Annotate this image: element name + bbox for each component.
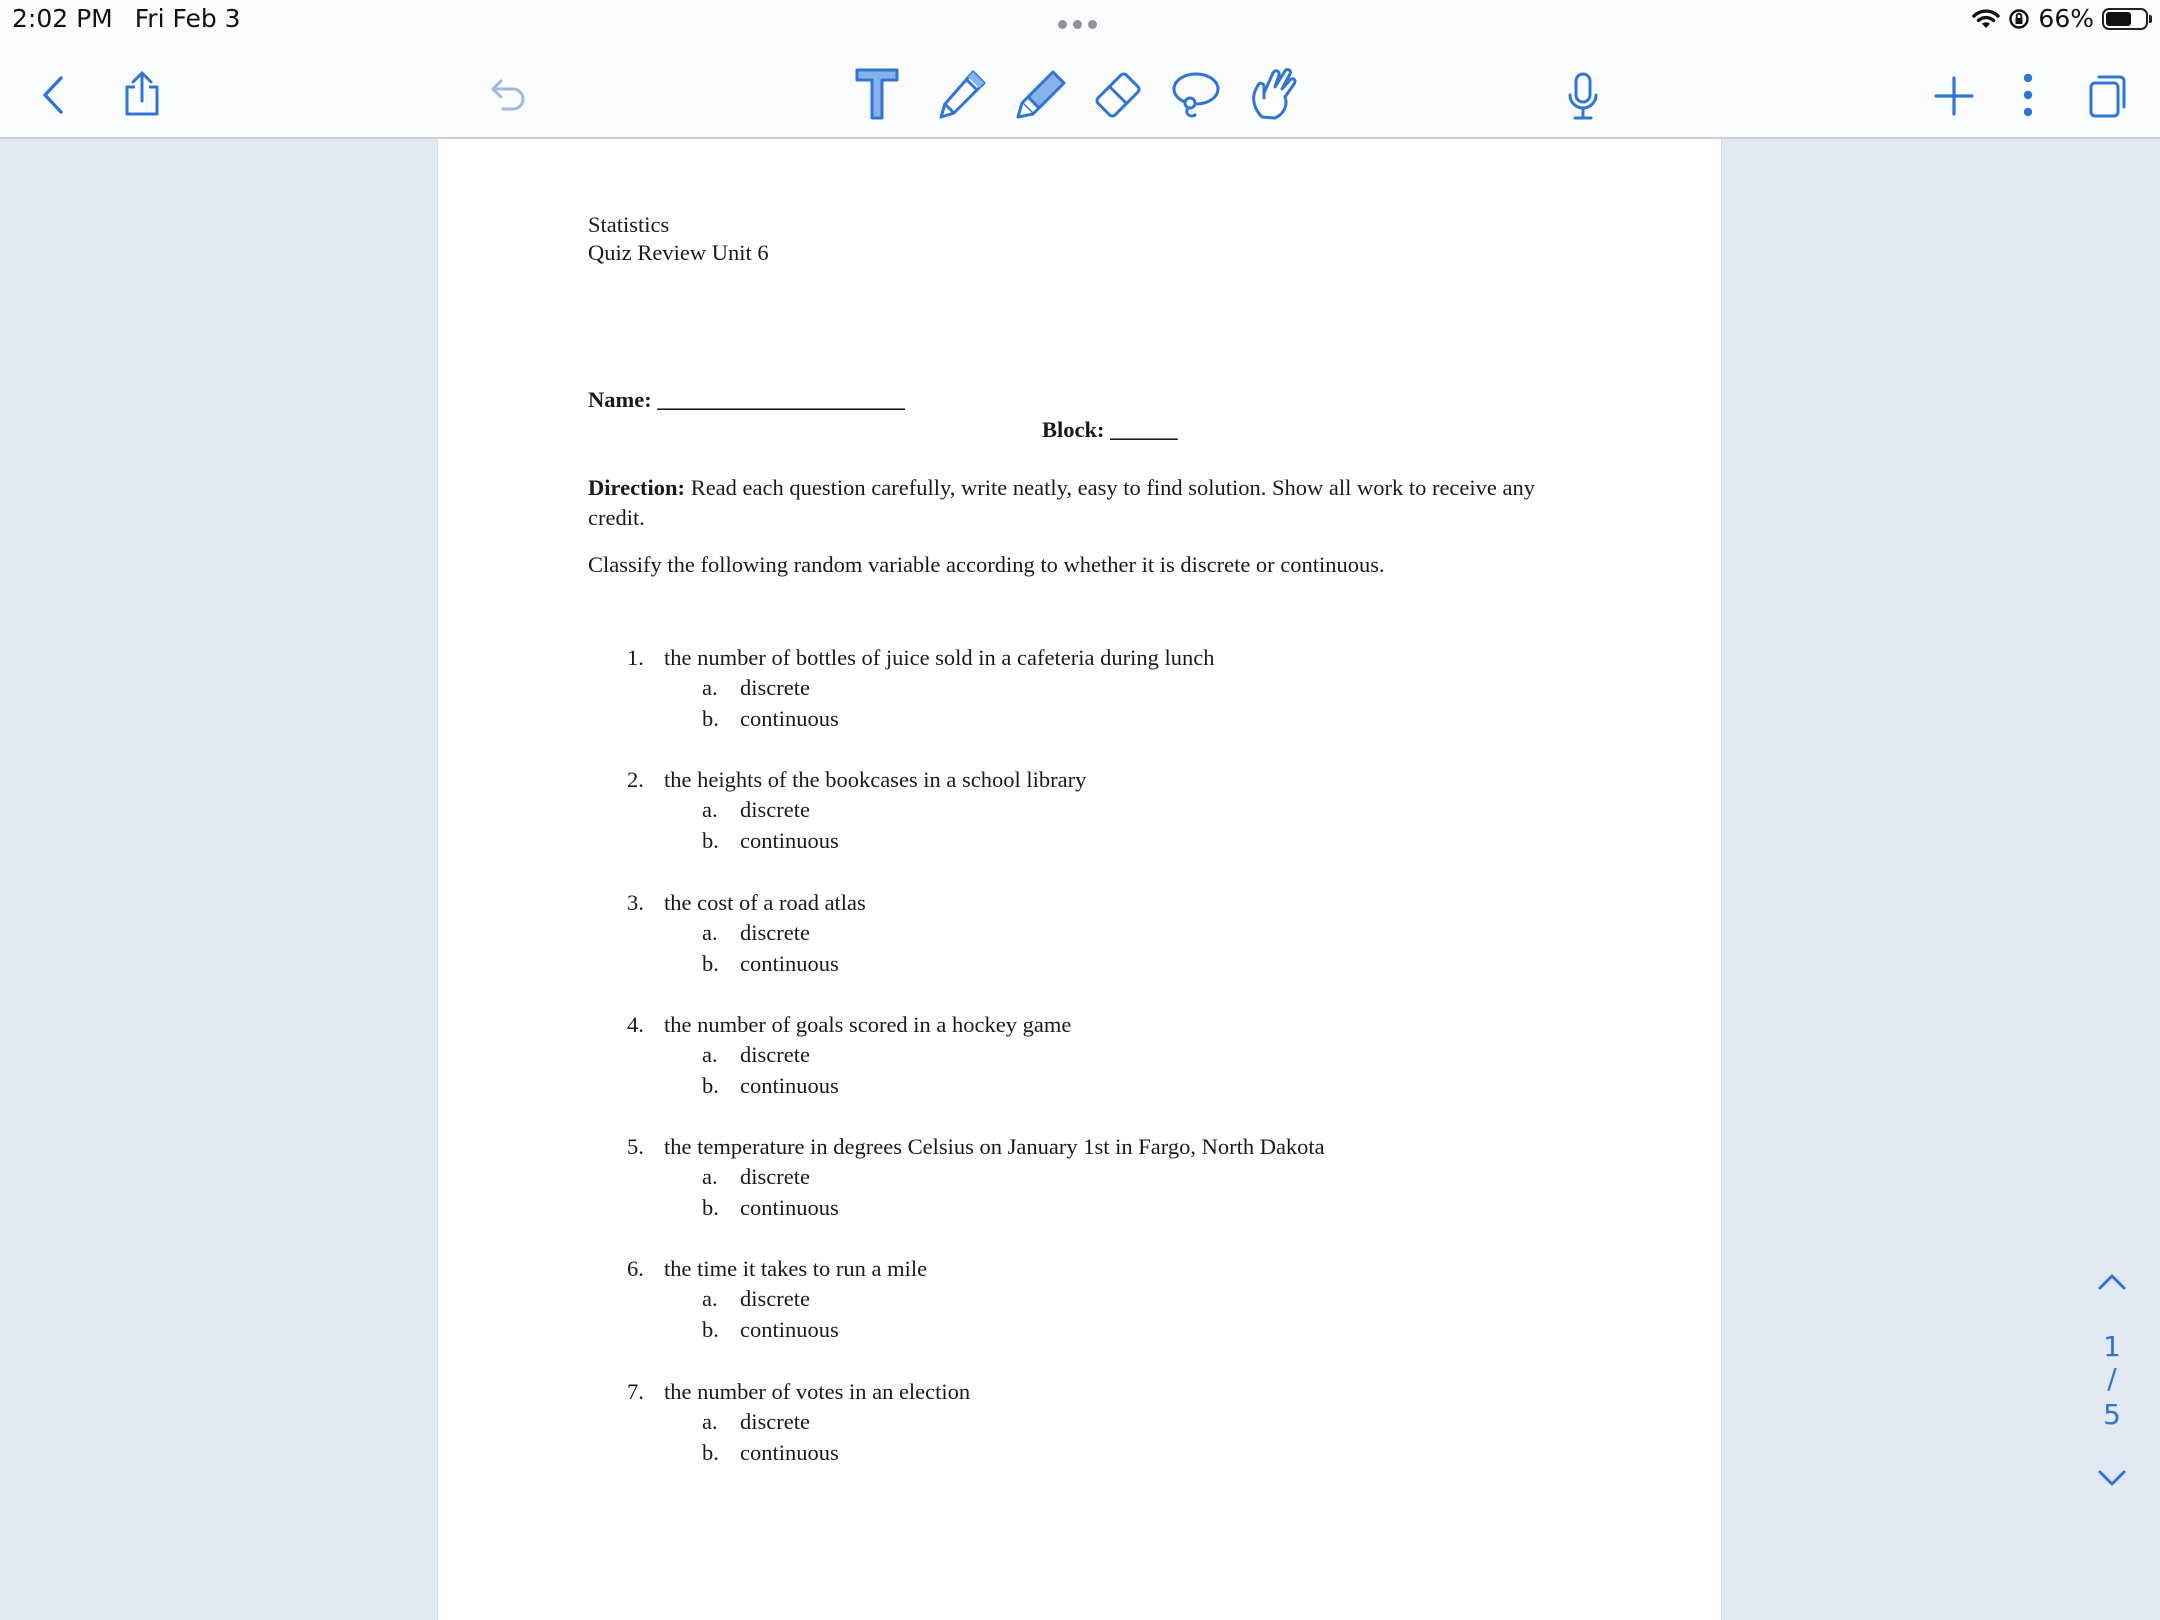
question-text: the time it takes to run a mile [664, 1256, 928, 1282]
back-button[interactable] [34, 70, 72, 120]
question-list [588, 644, 1578, 1500]
block-label: Block: [1042, 417, 1105, 442]
option-letter: a. [702, 1286, 718, 1312]
back-icon [41, 75, 65, 115]
question-text: the number of votes in an election [664, 1378, 971, 1404]
option-letter: a. [702, 797, 718, 823]
text-tool-button[interactable] [852, 66, 902, 122]
question-text: the heights of the bookcases in a school library [664, 767, 1087, 793]
pages-icon [2087, 73, 2127, 119]
direction-label: Direction: [588, 475, 686, 500]
option-text: discrete [740, 1408, 810, 1434]
name-blank: ______________________ [657, 387, 905, 412]
option-b [702, 1194, 839, 1222]
orientation-lock-icon [2008, 8, 2030, 30]
hand-pointer-icon [1247, 65, 1301, 123]
question-number: 2. [627, 767, 644, 793]
option-a [702, 796, 810, 824]
option-letter: b. [702, 828, 719, 854]
question-number: 7. [627, 1378, 644, 1404]
option-a [702, 1408, 810, 1436]
question-text: the cost of a road atlas [664, 889, 866, 915]
option-text: continuous [740, 1317, 839, 1343]
option-text: discrete [740, 1041, 810, 1067]
pen-icon [935, 67, 989, 123]
total-pages: 5 [2103, 1398, 2121, 1431]
undo-icon [489, 75, 529, 113]
battery-percent: 66% [2038, 4, 2094, 33]
option-text: continuous [740, 828, 839, 854]
option-a [702, 1285, 810, 1313]
option-text: continuous [740, 1072, 839, 1098]
chevron-down-icon [2097, 1469, 2127, 1487]
option-b [702, 1439, 839, 1467]
undo-button[interactable] [486, 72, 532, 116]
block-blank: ______ [1110, 417, 1178, 442]
option-a [702, 1041, 810, 1069]
hand-tool-button[interactable] [1246, 64, 1302, 124]
option-letter: b. [702, 1072, 719, 1098]
option-letter: a. [702, 1041, 718, 1067]
option-a [702, 1163, 810, 1191]
status-time [12, 4, 263, 33]
lasso-icon [1169, 67, 1223, 123]
question-number: 5. [627, 1134, 644, 1160]
more-options-button[interactable] [2016, 72, 2040, 118]
add-page-button[interactable] [1932, 74, 1976, 118]
status-indicators [1972, 4, 2148, 33]
option-letter: a. [702, 1408, 718, 1434]
option-text: discrete [740, 675, 810, 700]
share-button[interactable] [118, 68, 166, 120]
question-number: 4. [627, 1011, 644, 1037]
option-letter: a. [702, 675, 718, 700]
clock: 2:02 PM [12, 4, 113, 33]
question-item [588, 1011, 1578, 1133]
highlighter-tool-button[interactable] [1012, 66, 1070, 124]
doc-title: Quiz Review Unit 6 [588, 240, 769, 265]
chevron-up-icon [2097, 1273, 2127, 1291]
wifi-icon [1972, 8, 2000, 30]
page-separator: / [2107, 1362, 2117, 1395]
question-number: 3. [627, 889, 644, 915]
option-text: discrete [740, 919, 810, 945]
question-number: 1. [627, 645, 644, 670]
current-page-number: 1 [2103, 1330, 2121, 1363]
document-page[interactable] [437, 139, 1722, 1620]
option-letter: b. [702, 1317, 719, 1343]
lasso-tool-button[interactable] [1168, 66, 1224, 124]
microphone-icon [1567, 71, 1599, 123]
name-label: Name: [588, 387, 652, 412]
top-toolbar [0, 0, 2160, 139]
classify-instruction: Classify the following random variable according to whether it is discrete or continuous. [588, 552, 1385, 577]
text-tool-icon [854, 67, 900, 121]
option-text: continuous [740, 706, 839, 731]
name-field [588, 386, 905, 414]
question-item [588, 1133, 1578, 1255]
option-a [702, 919, 810, 947]
add-icon [1933, 75, 1975, 117]
option-text: continuous [740, 950, 839, 976]
pen-tool-button[interactable] [934, 66, 990, 124]
document-content [588, 211, 1578, 1465]
option-b [702, 1316, 839, 1344]
share-icon [122, 71, 162, 117]
eraser-icon [1091, 68, 1145, 122]
option-text: continuous [740, 1439, 839, 1465]
option-a [702, 674, 810, 702]
highlighter-icon [1013, 67, 1069, 123]
option-letter: b. [702, 950, 719, 976]
option-b [702, 827, 839, 855]
option-b [702, 705, 839, 733]
direction-text: Read each question carefully, write neatly, easy to find solution. Show all work to receive any credit. [588, 475, 1536, 530]
question-text: the temperature in degrees Celsius on January 1st in Fargo, North Dakota [664, 1134, 1325, 1160]
page-navigator [2090, 1262, 2134, 1498]
option-letter: b. [702, 706, 719, 731]
question-text: the number of goals scored in a hockey game [664, 1011, 1072, 1037]
option-text: discrete [740, 1164, 810, 1190]
page-thumbnails-button[interactable] [2086, 72, 2128, 120]
date: Fri Feb 3 [134, 4, 241, 33]
eraser-tool-button[interactable] [1090, 66, 1146, 124]
block-field [1042, 416, 1178, 444]
option-letter: b. [702, 1195, 719, 1221]
option-letter: a. [702, 919, 718, 945]
previous-page-button[interactable] [2090, 1262, 2134, 1302]
battery-icon [2102, 8, 2148, 30]
option-letter: b. [702, 1439, 719, 1465]
option-text: discrete [740, 797, 810, 823]
next-page-button[interactable] [2090, 1458, 2134, 1498]
question-text: the number of bottles of juice sold in a cafeteria during lunch [664, 645, 1215, 670]
question-item [588, 889, 1578, 1011]
option-b [702, 1072, 839, 1100]
multitasking-handle[interactable] [1058, 20, 1097, 29]
question-item [588, 766, 1578, 888]
doc-subject: Statistics [588, 212, 670, 237]
more-icon [2023, 73, 2033, 117]
question-item [588, 644, 1578, 766]
option-text: discrete [740, 1286, 810, 1312]
option-letter: a. [702, 1164, 718, 1190]
question-item [588, 1378, 1578, 1500]
option-text: continuous [740, 1195, 839, 1221]
question-item [588, 1255, 1578, 1377]
microphone-button[interactable] [1566, 70, 1600, 124]
question-number: 6. [627, 1256, 644, 1282]
directions [588, 473, 1578, 533]
option-b [702, 950, 839, 978]
